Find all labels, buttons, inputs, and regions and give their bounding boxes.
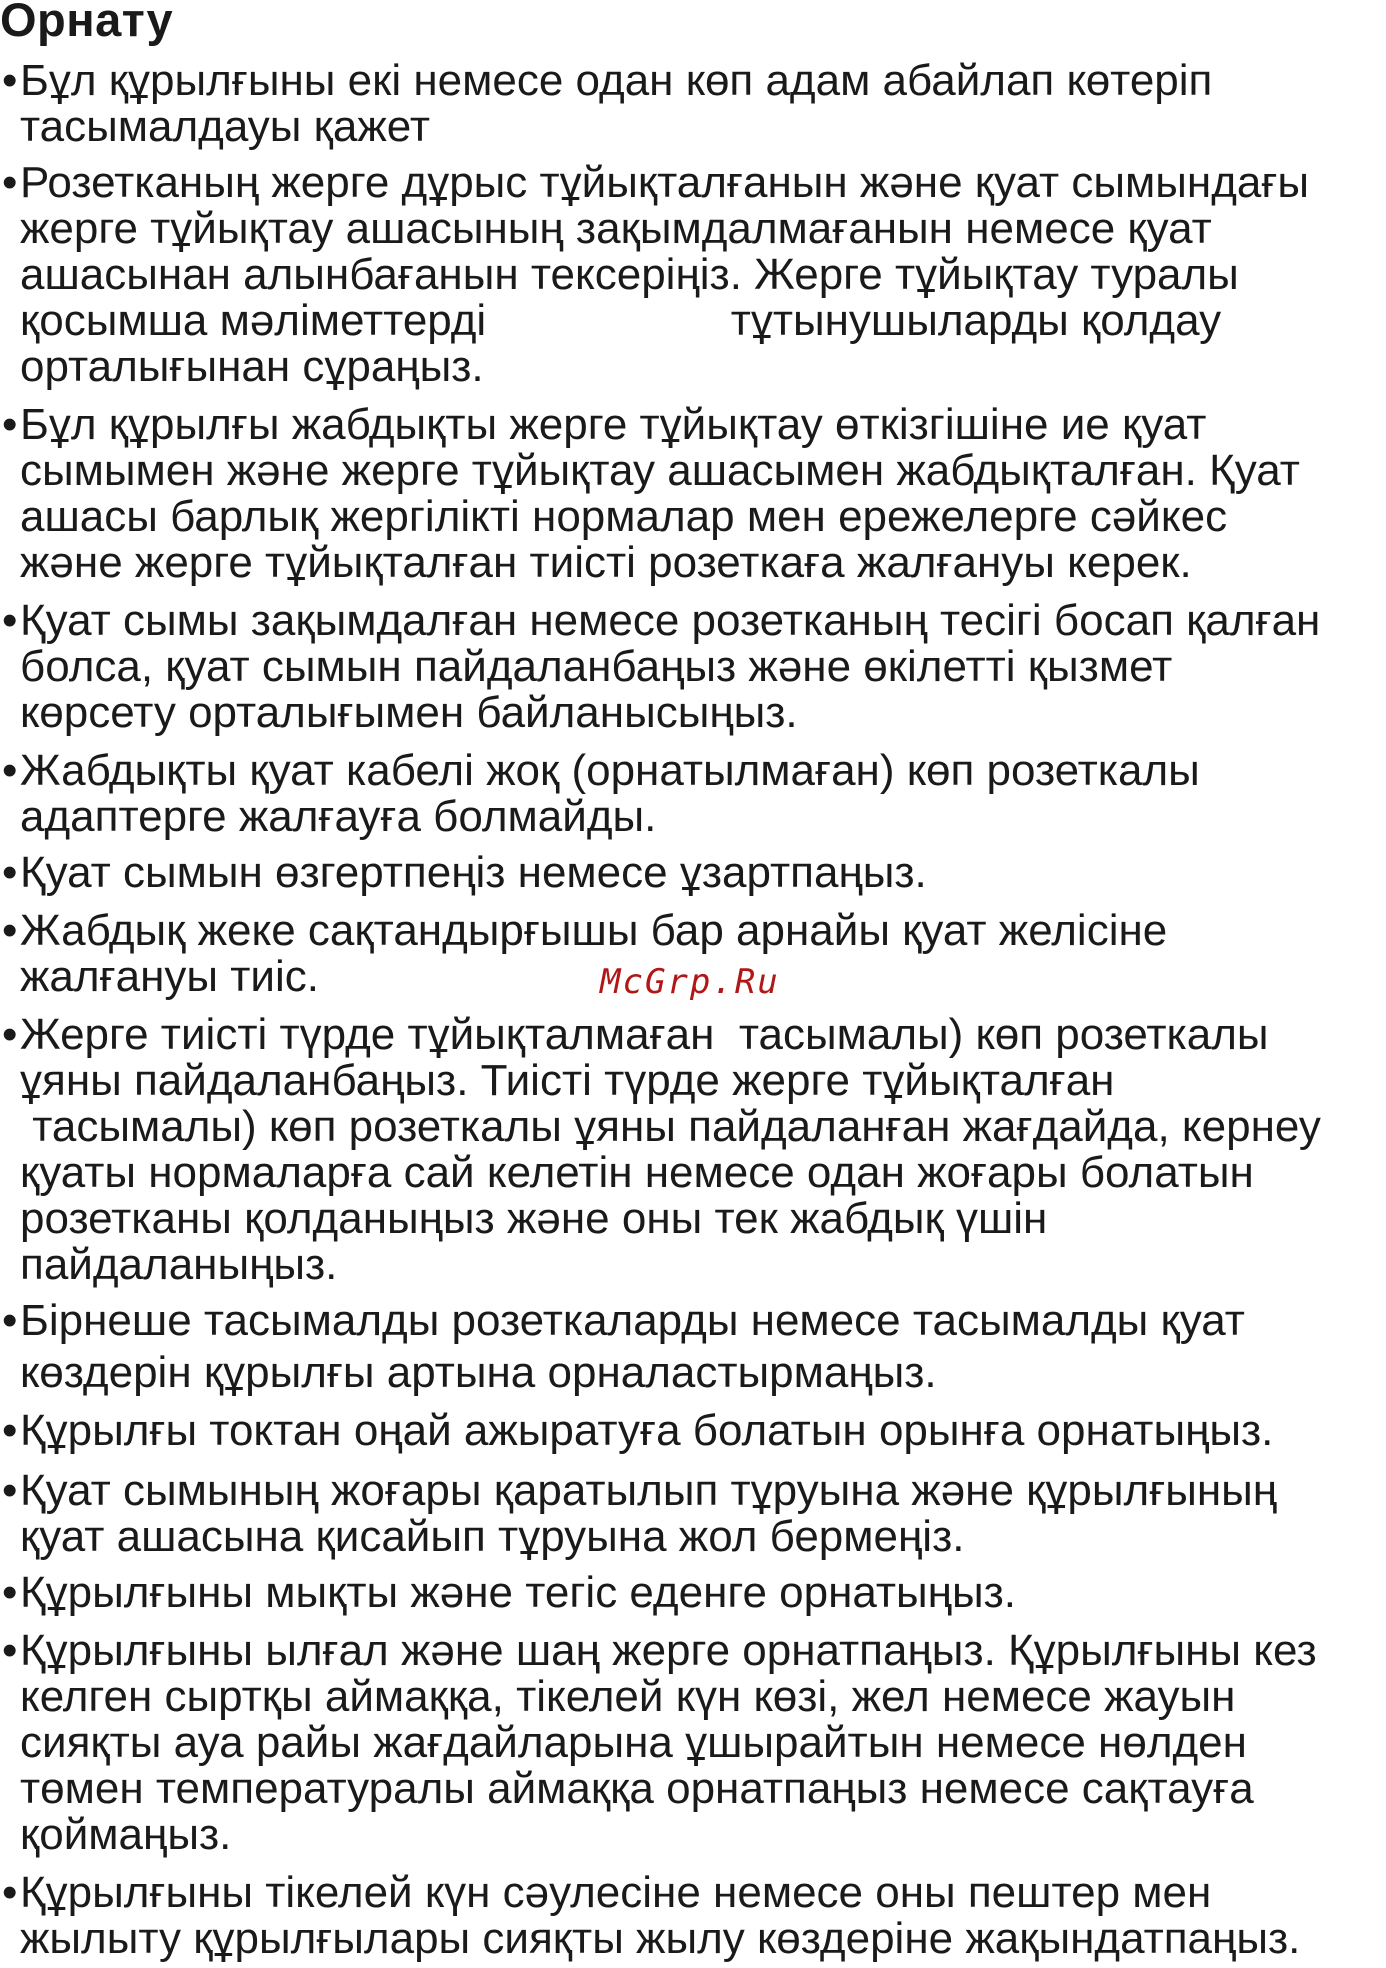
list-item-line: пайдаланыңыз. [20,1240,338,1289]
bullet-icon: • [2,746,18,795]
bullet-icon: • [2,596,18,645]
list-item-line: жылыту құрылғылары сияқты жылу көздеріне жақындатпаңыз. [20,1914,1301,1963]
list-item-line: қоймаңыз. [20,1810,232,1859]
list-item-line: ашасы барлық жергілікті нормалар мен ережелерге сәйкес [20,492,1228,541]
list-item-line: және жерге тұйықталған тиісті розеткаға жалғануы керек. [20,538,1192,587]
list-item-line: адаптерге жалғауға болмайды. [20,792,657,841]
bullet-icon: • [2,1466,18,1515]
list-item-line: көрсету орталығымен байланысыңыз. [20,688,798,737]
list-item-line: Құрылғы токтан оңай ажыратуға болатын орынға орнатыңыз. [20,1406,1274,1455]
list-item-line: сымымен және жерге тұйықтау ашасымен жабдықталған. Қуат [20,446,1300,495]
list-item-line: Қуат сымы зақымдалған немесе розетканың тесігі босап қалған [20,596,1321,645]
list-item-line: Жерге тиісті түрде тұйықталмаған тасымалы) көп розеткалы [20,1010,1269,1059]
bullet-icon: • [2,1010,18,1059]
list-item-line: болса, қуат сымын пайдаланбаңыз және өкілетті қызмет [20,642,1173,691]
list-item-line: Бұл құрылғыны екі немесе одан көп адам абайлап көтеріп [20,56,1213,105]
bullet-icon: • [2,1296,18,1345]
bullet-icon: • [2,1406,18,1455]
list-item-line: Қуат сымының жоғары қаратылып тұруына және құрылғының [20,1466,1278,1515]
bullet-icon: • [2,906,18,955]
list-item-line: келген сыртқы аймаққа, тікелей күн көзі, жел немесе жауын [20,1672,1236,1721]
list-item-line: қуаты нормаларға сай келетін немесе одан жоғары болатын [20,1148,1254,1197]
bullet-icon: • [2,1868,18,1917]
bullet-icon: • [2,1568,18,1617]
list-item-line: Бірнеше тасымалды розеткаларды немесе тасымалды қуат [20,1296,1245,1345]
list-item-line: тасымалдауы қажет [20,102,430,151]
list-item-line: жалғануы тиіс. [20,952,319,1001]
list-item-line: Құрылғыны тікелей күн сәулесіне немесе оны пештер мен [20,1868,1212,1917]
list-item-line: Розетканың жерге дұрыс тұйықталғанын және қуат сымындағы [20,158,1310,207]
list-item-line: Қуат сымын өзгертпеңіз немесе ұзартпаңыз. [20,848,927,897]
list-item-line: орталығынан сұраңыз. [20,342,484,391]
bullet-icon: • [2,56,18,105]
watermark: McGrp.Ru [600,962,780,1002]
list-item-line: қуат ашасына қисайып тұруына жол бермеңіз. [20,1512,965,1561]
list-item-line: Құрылғыны мықты және тегіс еденге орнатыңыз. [20,1568,1016,1617]
list-item-line: қосымша мәліметтерді тұтынушыларды қолдау [20,296,1222,345]
list-item-line: сияқты ауа райы жағдайларына ұшырайтын немесе нөлден [20,1718,1247,1767]
list-item-line: төмен температуралы аймаққа орнатпаңыз немесе сақтауға [20,1764,1254,1813]
bullet-icon: • [2,400,18,449]
bullet-icon: • [2,158,18,207]
list-item-line: ашасынан алынбағанын тексеріңіз. Жерге тұйықтау туралы [20,250,1239,299]
list-item-line: Құрылғыны ылғал және шаң жерге орнатпаңыз. Құрылғыны кез [20,1626,1317,1675]
list-item-line: жерге тұйықтау ашасының зақымдалмағанын немесе қуат [20,204,1212,253]
list-item-line: көздерін құрылғы артына орналастырмаңыз. [20,1348,937,1397]
list-item-line: Бұл құрылғы жабдықты жерге тұйықтау өткізгішіне ие қуат [20,400,1207,449]
list-item-line: Жабдықты қуат кабелі жоқ (орнатылмаған) көп розеткалы [20,746,1200,795]
bullet-icon: • [2,1626,18,1675]
list-item-line: Жабдық жеке сақтандырғышы бар арнайы қуат желісіне [20,906,1168,955]
list-item-line: ұяны пайдаланбаңыз. Тиісті түрде жерге тұйықталған [20,1056,1115,1105]
section-title: Орнату [0,0,174,46]
list-item-line: тасымалы) көп розеткалы ұяны пайдаланған жағдайда, кернеу [20,1102,1321,1151]
list-item-line: розетканы қолданыңыз және оны тек жабдық үшін [20,1194,1048,1243]
bullet-icon: • [2,848,18,897]
